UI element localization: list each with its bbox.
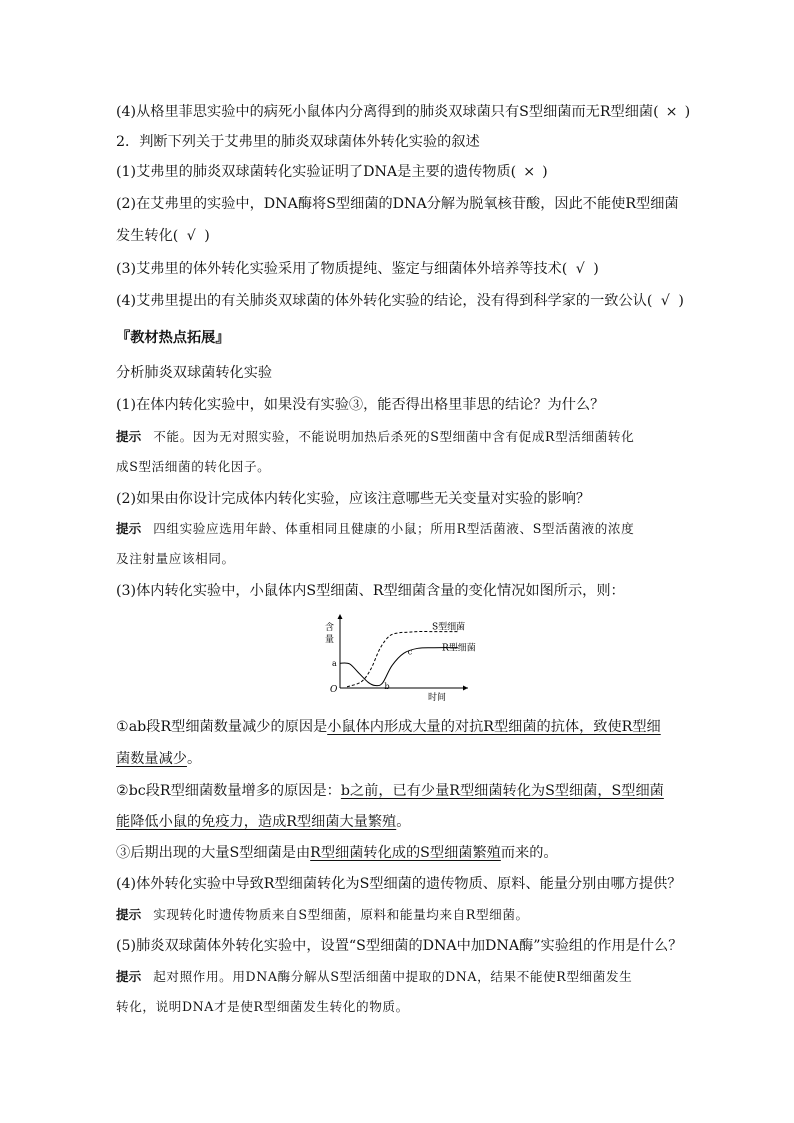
x-axis-arrow [463, 686, 468, 691]
answer-3-1-line1: ①ab段R型细菌数量减少的原因是小鼠体内形成大量的对抗R型细菌的抗体，致使R型细 [116, 719, 661, 735]
chart-series [340, 632, 458, 687]
series-label: S型细菌 [432, 622, 466, 633]
hint-4-line1: 提示 实现转化时遗传物质来自S型细菌，原料和能量均来自R型细菌。 [116, 907, 529, 922]
judge-item-2-3: (3)艾弗里的体外转化实验采用了物质提纯、鉴定与细菌体外培养等技术( √ ) [116, 261, 599, 277]
series-line-r-type [340, 648, 458, 686]
origin-label: O [330, 685, 338, 695]
y-axis-label: 含 [325, 623, 335, 633]
x-axis-label: 时间 [428, 693, 447, 703]
answer-3-3: ③后期出现的大量S型细菌是由R型细菌转化成的S型细菌繁殖而来的。 [116, 845, 558, 861]
series-label: R型细菌 [442, 643, 476, 654]
question-2-title: 2．判断下列关于艾弗里的肺炎双球菌体外转化实验的叙述 [116, 134, 480, 150]
answer-3-2-line1: ②bc段R型细菌数量增多的原因是：b之前，已有少量R型细菌转化为S型细菌，S型细菌 [116, 783, 664, 799]
wrong-mark: × [665, 104, 678, 120]
judge-item-2-1: (1)艾弗里的肺炎双球菌转化实验证明了DNA是主要的遗传物质( × ) [116, 164, 548, 180]
judge-item-2-4: (4)艾弗里提出的有关肺炎双球菌的体外转化实验的结论，没有得到科学家的一致公认( √ ) [116, 293, 684, 309]
hint-5-line2: 转化，说明DNA才是使R型细菌发生转化的物质。 [116, 999, 409, 1014]
hint-label: 提示 [116, 521, 142, 536]
point-label-a: a [332, 659, 337, 669]
wrong-mark: × [523, 164, 536, 180]
correct-mark: √ [575, 261, 585, 277]
question-3: (3)体内转化实验中，小鼠体内S型细菌、R型细菌含量的变化情况如图所示，则： [116, 583, 625, 599]
question-2: (2)如果由你设计完成体内转化实验，应该注意哪些无关变量对实验的影响？ [116, 491, 591, 507]
hint-label: 提示 [116, 969, 142, 984]
hint-1-line2: 成S型活细菌的转化因子。 [116, 459, 271, 474]
hint-label: 提示 [116, 429, 142, 444]
hint-2-line1: 提示 四组实验应选用年龄、体重相同且健康的小鼠；所用R型活菌液、S型活菌液的浓度 [116, 521, 635, 536]
answer-3-1-line2: 菌数量减少。 [116, 751, 202, 767]
y-axis-arrow [338, 614, 343, 619]
point-label-c: c [407, 647, 413, 657]
question-1: (1)在体内转化实验中，如果没有实验③，能否得出格里菲思的结论？为什么？ [116, 397, 605, 413]
hint-5-line1: 提示 起对照作用。用DNA酶分解从S型活细菌中提取的DNA，结果不能使R型细菌发生 [116, 969, 633, 984]
judge-item-1-4: (4)从格里菲思实验中的病死小鼠体内分离得到的肺炎双球菌只有S型细菌而无R型细菌( × ) [116, 104, 691, 120]
question-5: (5)肺炎双球菌体外转化实验中，设置“S型细菌的DNA中加DNA酶”实验组的作用是什么？ [116, 938, 683, 954]
judge-item-2-2-line2: 发生转化( √ ) [116, 228, 210, 244]
correct-mark: √ [660, 293, 670, 309]
hint-label: 提示 [116, 907, 142, 922]
section-heading: 『教材热点拓展』 [116, 330, 230, 346]
judge-item-2-2-line1: (2)在艾弗里的实验中，DNA酶将S型细菌的DNA分解为脱氧核苷酸，因此不能使R型细菌 [116, 196, 679, 212]
point-label-b: b [384, 682, 390, 692]
hint-2-line2: 及注射量应该相同。 [116, 551, 235, 566]
question-4: (4)体外转化实验中导致R型细菌转化为S型细菌的遗传物质、原料、能量分别由哪方提供？ [116, 876, 682, 892]
answer-3-2-line2: 能降低小鼠的免疫力，造成R型细菌大量繁殖。 [116, 814, 411, 830]
section-subtitle: 分析肺炎双球菌转化实验 [116, 365, 273, 381]
hint-1-line1: 提示 不能。因为无对照实验，不能说明加热后杀死的S型细菌中含有促成R型活细菌转化 [116, 429, 635, 444]
correct-mark: √ [186, 228, 196, 244]
y-axis-label: 量 [325, 635, 335, 645]
bacteria-content-chart [312, 608, 476, 704]
